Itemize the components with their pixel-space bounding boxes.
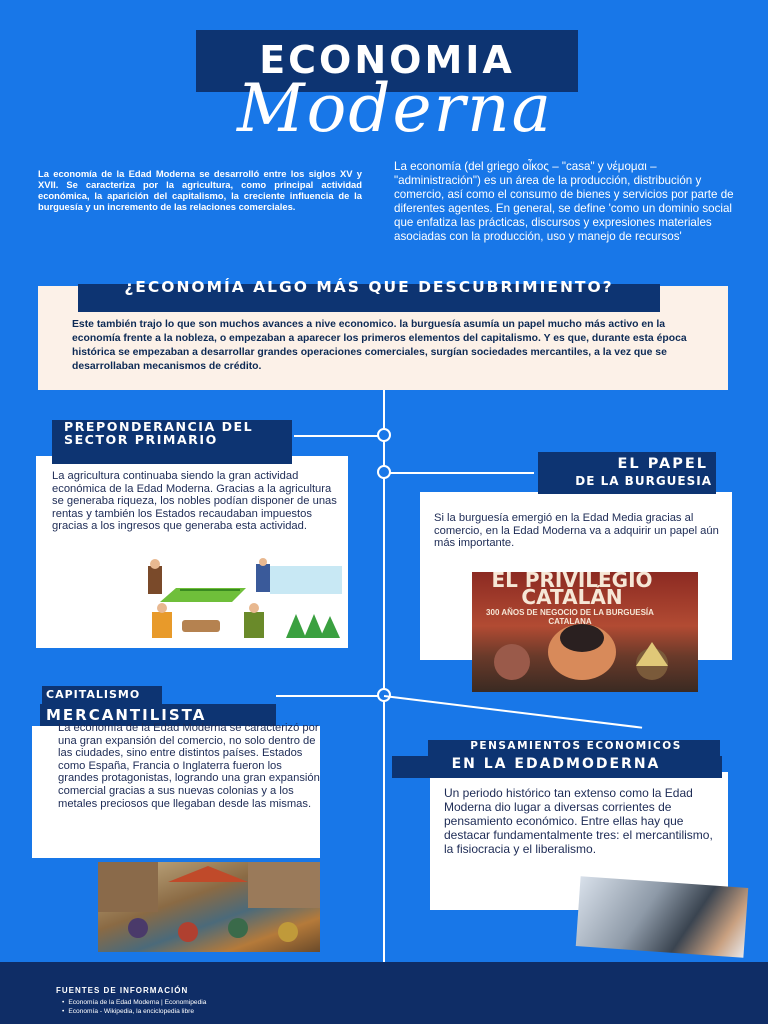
timeline-dot [377, 465, 391, 479]
mercantilista-title-b: MERCANTILISTA [46, 706, 207, 724]
source-link[interactable]: • Economía - Wikipedia, la enciclopedia libre [62, 1007, 206, 1016]
timeline-dot [377, 428, 391, 442]
agriculture-illustration [136, 558, 344, 644]
pensamiento-text: Un periodo histórico tan extenso como la Edad Moderna dio lugar a diversas corrientes de pensamiento económico. Entre ellas hay que destacar fundamentalmente tres: el mercantilismo, la fisiocracia y el liberalismo. [444, 786, 713, 856]
primario-title: PREPONDERANCIA DEL SECTOR PRIMARIO [64, 419, 254, 448]
page-title: ECONOMIA [259, 38, 515, 82]
book-cover-subtitle: 300 AÑOS DE NEGOCIO DE LA BURGUESÍA CATALANA [486, 608, 654, 626]
burguesia-title-a: EL PAPEL [617, 456, 708, 472]
market-painting-image [98, 862, 320, 952]
intro-left-text: La economía de la Edad Moderna se desarrolló entre los siglos XV y XVII. Se caracteriza por la agricultura, como principal actividad económica, la aparición del capitalismo, la creciente influencia de la burguesía y un incremento de las relaciones comerciales. [38, 168, 362, 212]
primario-text: La agricultura continuaba siendo la gran actividad económica de la Edad Moderna. Gracias a la agricultura se generaba riqueza, los nobles podían disponer de unas rentas y también los Estados recaudaban impuestos gracias a los ingresos que generaba esta actividad. [52, 470, 337, 533]
burguesia-title-b: DE LA BURGUESIA [575, 474, 712, 488]
page-subtitle: Moderna [236, 70, 554, 147]
mercantilista-text: La economía de la Edad Moderna se caracterizó por una gran expansión del comercio, no solo dentro de las ciudades, sino entre distintos países. Estados como España, Francia o Inglaterra fueron los grandes protagonistas, logrando una gran expansión comercial gracias a sus nuevas colonias y a los metales preciosos que llegaban desde las mismas. [58, 722, 320, 810]
burguesia-text: Si la burguesía emergió en la Edad Media gracias al comercio, en la Edad Moderna va a adquirir un papel aún más importante. [434, 512, 719, 550]
book-cover-title: EL PRIVILEGIO CATALÁN [491, 568, 653, 609]
sources-list [62, 998, 206, 1016]
question-text: Este también trajo lo que son muchos avances a nive economico. la burguesía asumía un papel mucho más activo en la economía frente a la nobleza, o empezaban a aparecer los primeros elementos del capitalismo. Y es que, durante esta época histórica se empezaban a desarrollar grandes operaciones comerciales, surgían sociedades mercantiles, a la vez que se desarrollaban mecanismos de crédito. [72, 319, 687, 372]
mercantilista-title-a: CAPITALISMO [46, 688, 141, 701]
timeline-branch-mercantilista [276, 695, 384, 697]
reading-photo-image [576, 876, 748, 958]
question-title: ¿ECONOMÍA ALGO MÁS QUE DESCUBRIMIENTO? [124, 278, 614, 296]
timeline-branch-primario [294, 435, 384, 437]
footer-title: FUENTES DE INFORMACIÓN [56, 986, 189, 995]
timeline-branch-pensamiento [384, 695, 642, 729]
pensamiento-title-b: EN LA EDADMODERNA [451, 756, 661, 772]
source-link[interactable]: • Economía de la Edad Moderna | Economipedia [62, 998, 206, 1007]
intro-right-text: La economía (del griego οἶκος – "casa" y νέμομαι – "administración") es un área de la producción, distribución y comercio, así como el consumo de bienes y servicios por parte de diferentes agentes. En general, se define 'como un dominio social que enfatiza las prácticas, discursos y expresiones materiales asociadas con la producción, uso y manejo de recursos' [394, 160, 734, 243]
pensamiento-title-a: PENSAMIENTOS ECONOMICOS [470, 740, 682, 752]
